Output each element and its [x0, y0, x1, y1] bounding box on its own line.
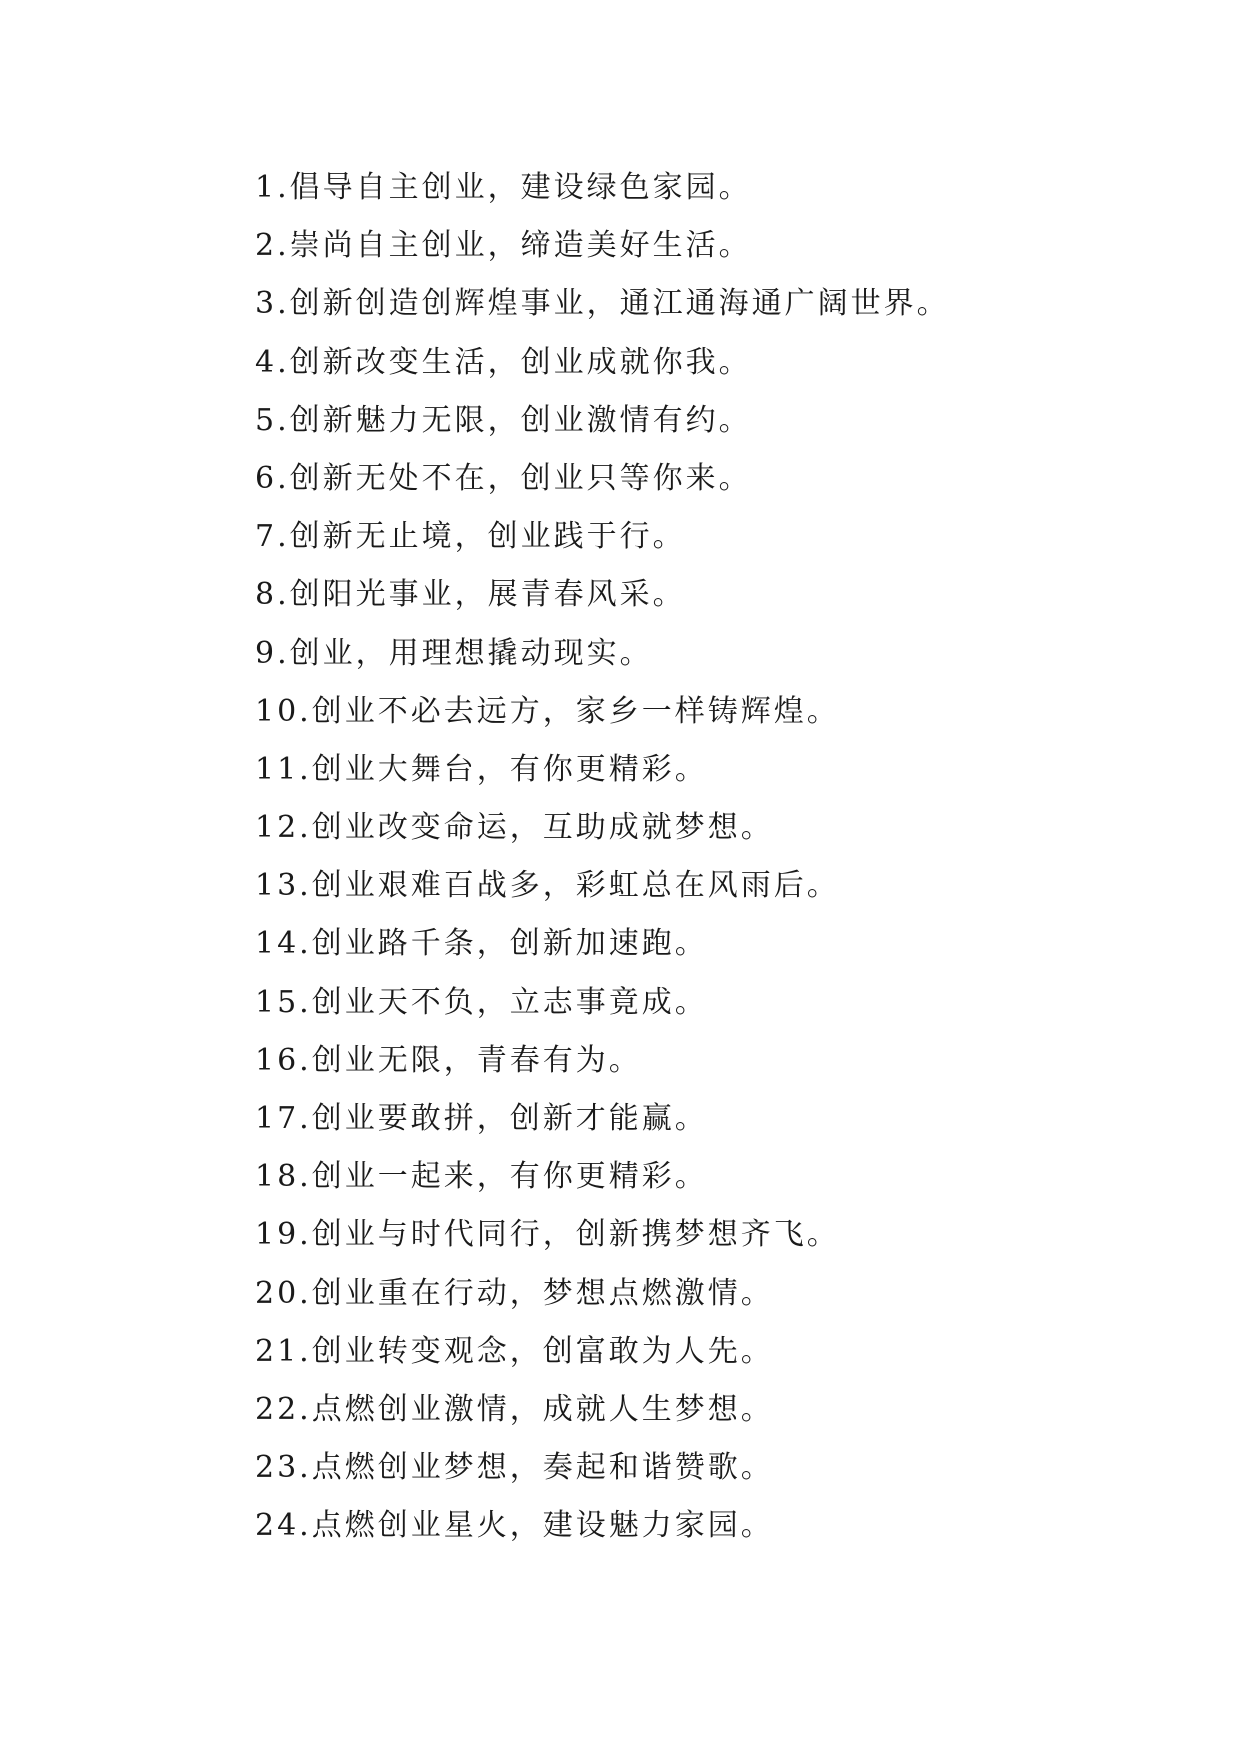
slogan-item: 18.创业一起来，有你更精彩。 — [255, 1159, 708, 1195]
slogan-item: 19.创业与时代同行，创新携梦想齐飞。 — [255, 1217, 840, 1253]
slogan-item: 5.创新魅力无限，创业激情有约。 — [255, 402, 752, 438]
slogan-item: 4.创新改变生活，创业成就你我。 — [255, 344, 752, 380]
slogan-item: 3.创新创造创辉煌事业，通江通海通广阔世界。 — [255, 286, 950, 322]
slogan-list — [255, 159, 950, 1556]
slogan-item: 21.创业转变观念，创富敢为人先。 — [255, 1333, 774, 1369]
slogan-item: 16.创业无限，青春有为。 — [255, 1042, 642, 1078]
slogan-item: 22.点燃创业激情，成就人生梦想。 — [255, 1391, 774, 1427]
slogan-item: 14.创业路千条，创新加速跑。 — [255, 926, 708, 962]
slogan-item: 11.创业大舞台，有你更精彩。 — [255, 751, 708, 787]
slogan-item: 7.创新无止境，创业践于行。 — [255, 519, 686, 555]
slogan-item: 24.点燃创业星火，建设魅力家园。 — [255, 1508, 774, 1544]
slogan-item: 23.点燃创业梦想，奏起和谐赞歌。 — [255, 1450, 774, 1486]
slogan-item: 15.创业天不负，立志事竟成。 — [255, 984, 708, 1020]
slogan-item: 17.创业要敢拼，创新才能赢。 — [255, 1101, 708, 1136]
slogan-item: 10.创业不必去远方，家乡一样铸辉煌。 — [255, 693, 840, 729]
slogan-item: 20.创业重在行动，梦想点燃激情。 — [255, 1275, 774, 1311]
slogan-item: 9.创业，用理想撬动现实。 — [255, 635, 653, 671]
slogan-item: 2.崇尚自主创业，缔造美好生活。 — [255, 228, 752, 264]
slogan-item: 13.创业艰难百战多，彩虹总在风雨后。 — [255, 868, 840, 904]
slogan-item: 12.创业改变命运，互助成就梦想。 — [255, 810, 774, 846]
slogan-item: 8.创阳光事业，展青春风采。 — [255, 577, 686, 613]
slogan-item: 1.倡导自主创业，建设绿色家园。 — [255, 170, 752, 205]
slogan-item: 6.创新无处不在，创业只等你来。 — [255, 460, 752, 496]
